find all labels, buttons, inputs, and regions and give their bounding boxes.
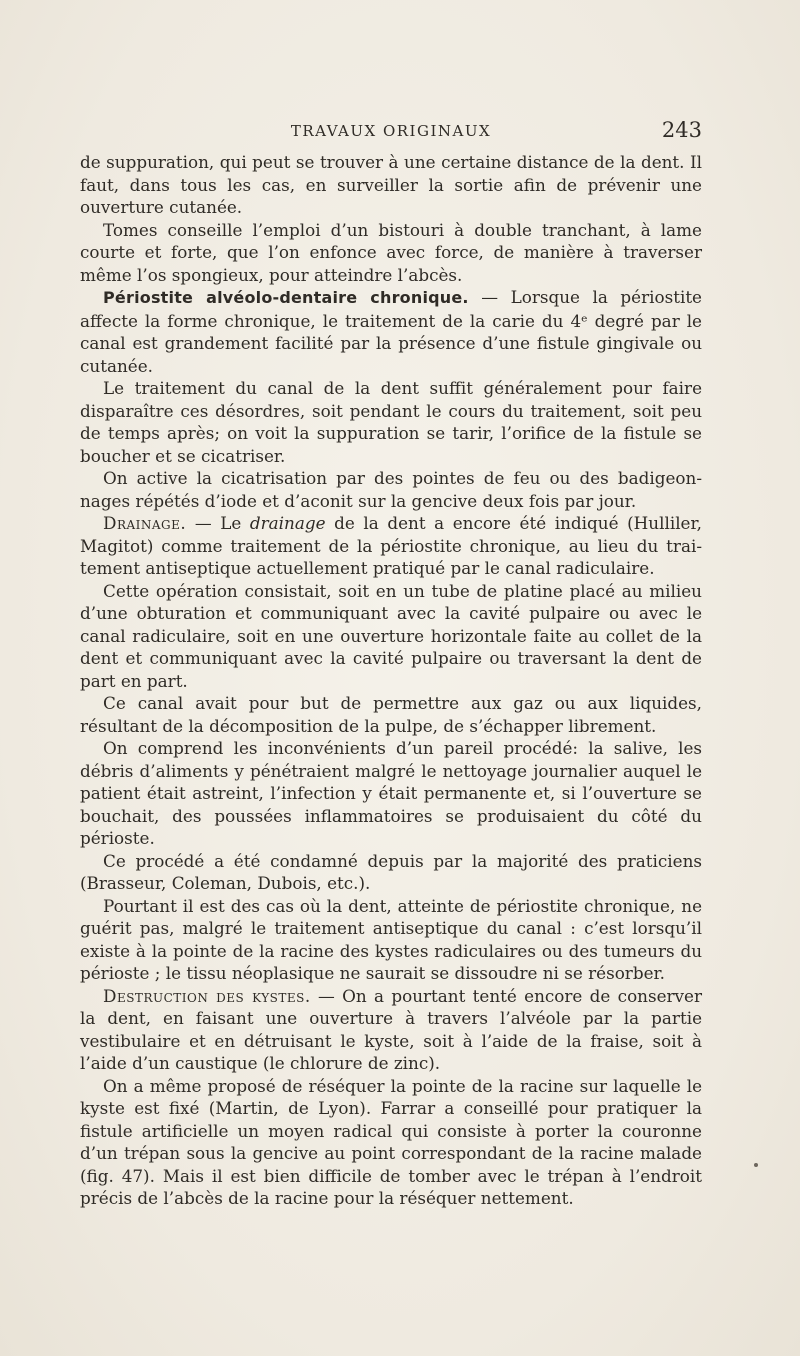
paragraph-text: de la dent a encore été indiqué (Hulliler, Magitot) comme traitement de la périostite chronique, au lieu du traitement antiseptique actuellement pratiqué par le canal radiculaire. xyxy=(80,513,702,578)
paragraph xyxy=(80,985,702,1075)
paragraph: On comprend les inconvénients d’un pareil procédé: la salive, les débris d’aliments y pénétraient malgré le nettoyage journalier auquel le patient était astreint, l’infection y était permanente et, si l’ouverture se bouchait, des poussées inflammatoires se produisaient du côté du périoste. xyxy=(80,738,702,848)
section-heading: Drainage. xyxy=(103,513,187,533)
paragraph-text: — Lorsque la périostite affecte la forme chronique, le traitement de la carie du 4ᵉ degré par le canal est grandement facilité par la présence d’une fistule gingivale ou cutanée. xyxy=(80,287,702,376)
paragraph-text: — On a pourtant tenté encore de conserver la dent, en faisant une ouverture à travers l’alvéole par la partie vestibulaire et en détruisant le kyste, soit à l’aide de la fraise, soit à l’aide d’un caustique (le chlorure de zinc). xyxy=(80,985,702,1073)
italic-term: drainage xyxy=(249,513,326,533)
section-heading: Périostite alvéolo-dentaire chronique. xyxy=(103,288,469,307)
margin-speck xyxy=(754,1163,758,1167)
paragraph-text: — Le xyxy=(186,513,250,533)
paragraph xyxy=(80,286,702,377)
paragraph: Tomes conseille l’emploi d’un bistouri à double tranchant, à lame courte et forte, que l’on enfonce avec force, de manière à traverser même l’os spongieux, pour atteindre l’abcès. xyxy=(80,219,702,285)
paragraph: On active la cicatrisation par des pointes de feu ou des badigeonnages répétés d’iode et d’aconit sur la gencive deux fois par jour. xyxy=(80,468,702,511)
page-header xyxy=(80,118,702,144)
paragraph: de suppuration, qui peut se trouver à une certaine distance de la dent. Il faut, dans tous les cas, en surveiller la sortie afin de prévenir une ouverture cutanée. xyxy=(80,152,702,217)
paragraph xyxy=(80,512,702,580)
paragraph: Ce canal avait pour but de permettre aux gaz ou aux liquides, résultant de la décomposition de la pulpe, de s’échapper librement. xyxy=(80,693,702,736)
paragraph: Le traitement du canal de la dent suffit généralement pour faire disparaître ces désordres, soit pendant le cours du traitement, soit peu de temps après; on voit la suppuration se tarir, l’orifice de la fistule se boucher et se cicatriser. xyxy=(80,378,702,466)
paragraph: Ce procédé a été condamné depuis par la majorité des praticiens (Brasseur, Coleman, Dubois, etc.). xyxy=(80,850,702,893)
page-number: 243 xyxy=(661,118,702,142)
body-text xyxy=(80,151,702,1210)
paragraph: Pourtant il est des cas où la dent, atteinte de périostite chronique, ne guérit pas, malgré le traitement antiseptique du canal : c’est lorsqu’il existe à la pointe de la racine des kystes radiculaires ou des tumeurs du périoste ; le tissu néoplasique ne saurait se dissoudre ni se résorber. xyxy=(80,895,702,983)
running-title: TRAVAUX ORIGINAUX xyxy=(290,122,492,140)
section-heading: Destruction des kystes. xyxy=(103,985,311,1006)
paragraph: On a même proposé de réséquer la pointe de la racine sur laquelle le kyste est fixé (Martin, de Lyon). Farrar a conseillé pour pratiquer la fistule artificielle un moyen radical qui consiste à porter la couronne d’un trépan sous la gencive au point correspondant de la racine malade (fig. 47). Mais il est bien difficile de tomber avec le trépan à l’endroit précis de l’abcès de la racine pour la réséquer nettement. xyxy=(80,1075,702,1208)
paragraph: Cette opération consistait, soit en un tube de platine placé au milieu d’une obturation et communiquant avec la cavité pulpaire ou avec le canal radiculaire, soit en une ouverture horizontale faite au collet de la dent et communiquant avec la cavité pulpaire ou traversant la dent de part en part. xyxy=(80,580,702,691)
